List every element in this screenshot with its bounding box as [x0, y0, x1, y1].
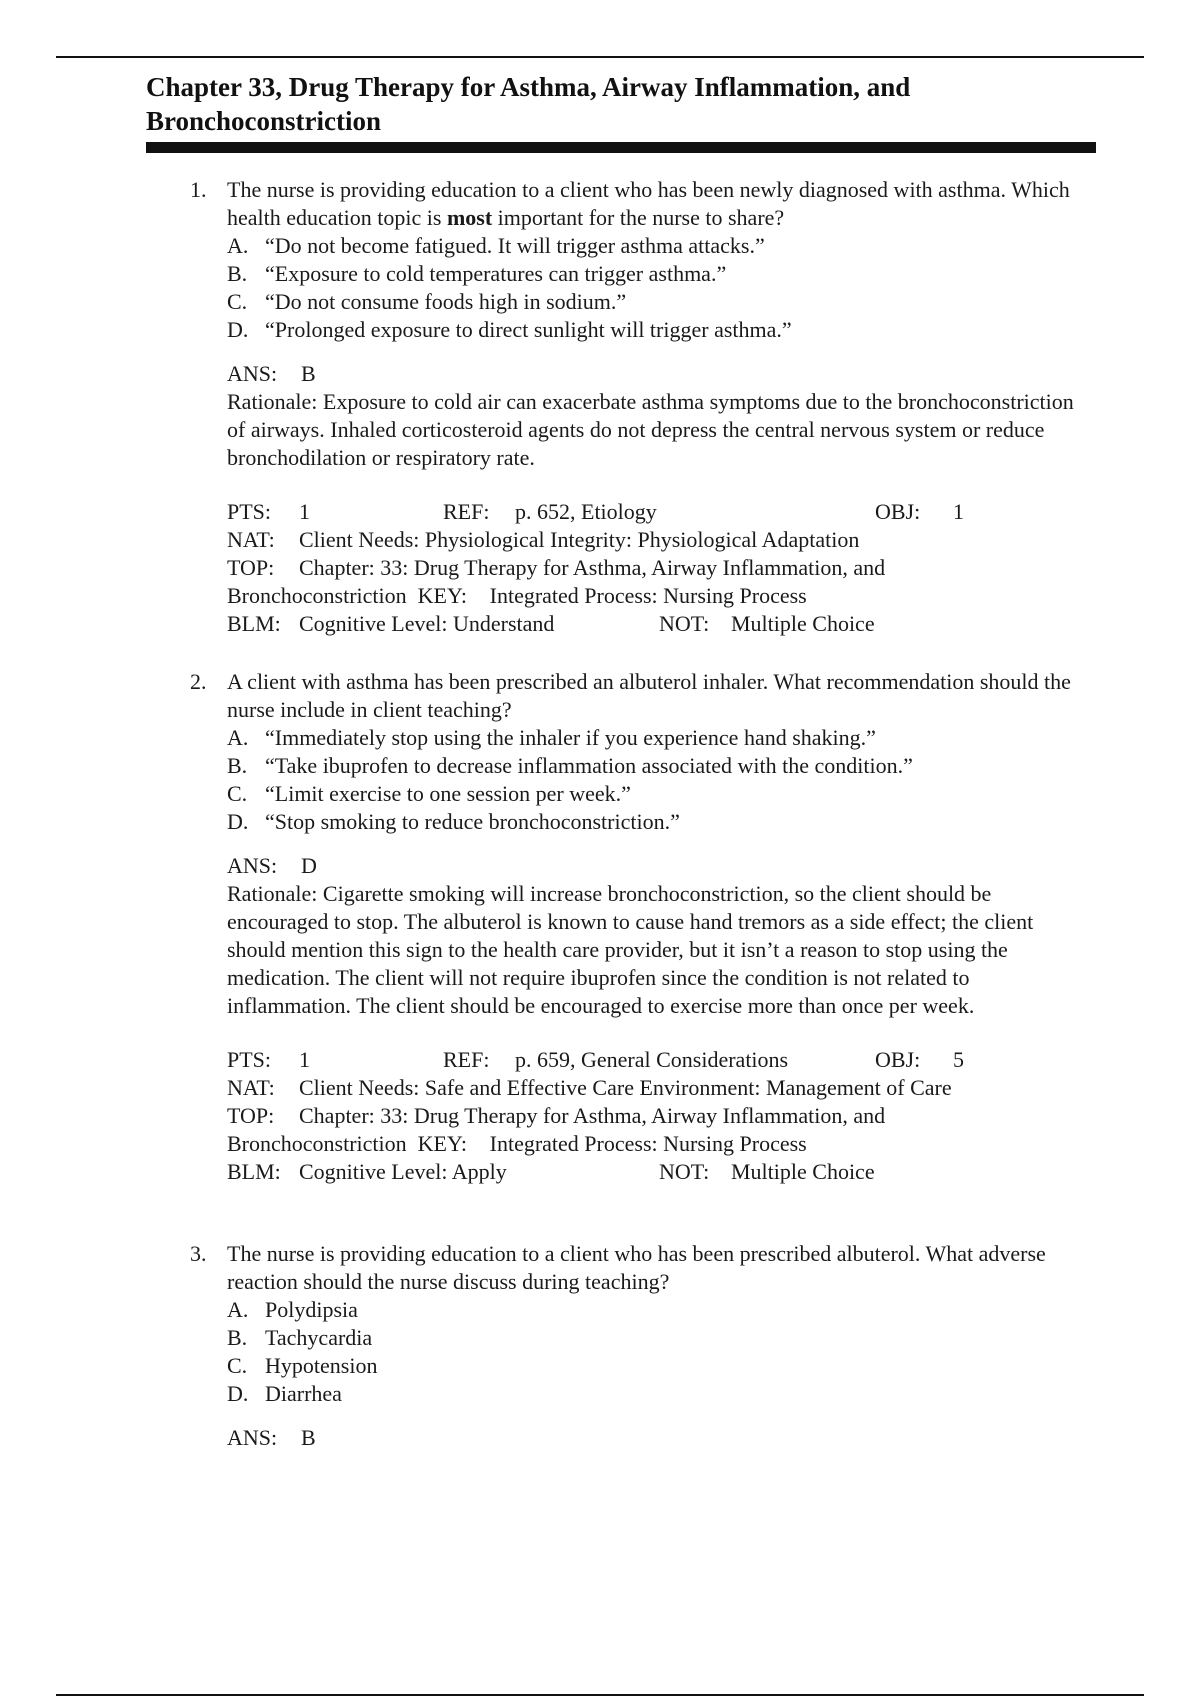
question-metadata — [227, 498, 1090, 638]
blm-label: BLM: — [227, 1159, 281, 1184]
option-text: Tachycardia — [265, 1325, 373, 1350]
top-value: Chapter: 33: Drug Therapy for Asthma, Airway Inflammation, and — [299, 1103, 886, 1128]
top-value-continued: Bronchoconstriction — [227, 1131, 407, 1156]
top-line — [227, 1102, 1090, 1130]
nat-line — [227, 1074, 1090, 1102]
option-b — [227, 1324, 1090, 1352]
option-text: “Prolonged exposure to direct sunlight will trigger asthma.” — [265, 317, 792, 342]
reference-value: p. 652, Etiology — [515, 499, 657, 524]
not-label: NOT: — [659, 611, 710, 636]
bottom-rule — [56, 1694, 1144, 1696]
option-text: Diarrhea — [265, 1381, 342, 1406]
top-key-line — [227, 582, 1090, 610]
top-value-continued: Bronchoconstriction — [227, 583, 407, 608]
option-a — [227, 1296, 1090, 1324]
answer-line — [227, 1424, 1090, 1452]
top-key-line — [227, 1130, 1090, 1158]
option-text: “Immediately stop using the inhaler if you experience hand shaking.” — [265, 725, 876, 750]
blm-value: Cognitive Level: Understand — [299, 611, 555, 636]
reference-label: REF: — [443, 1047, 490, 1072]
option-letter: B. — [227, 753, 248, 778]
option-c — [227, 288, 1090, 316]
question-stem: The nurse is providing education to a client who has been prescribed albuterol. What adverse reaction should the nurse discuss during teaching? — [227, 1241, 1046, 1294]
question-2 — [190, 668, 1090, 1186]
option-text: “Do not consume foods high in sodium.” — [265, 289, 627, 314]
points-label: PTS: — [227, 1047, 272, 1072]
question-stem: A client with asthma has been prescribed an albuterol inhaler. What recommendation should the nurse include in client teaching? — [227, 669, 1071, 722]
option-letter: C. — [227, 289, 248, 314]
objective — [875, 1046, 964, 1074]
stem-text: The nurse is providing education to a client who has been newly diagnosed with asthma. Which health education topic is — [227, 177, 1070, 230]
option-text: “Limit exercise to one session per week.” — [265, 781, 631, 806]
reference-label: REF: — [443, 499, 490, 524]
stem-emphasis: most — [446, 205, 493, 230]
option-c — [227, 780, 1090, 808]
objective-value: 1 — [953, 499, 964, 524]
option-text: “Stop smoking to reduce bronchoconstriction.” — [265, 809, 680, 834]
objective-value: 5 — [953, 1047, 964, 1072]
rationale: Rationale: Exposure to cold air can exacerbate asthma symptoms due to the bronchoconstriction of airways. Inhaled corticosteroid agents do not depress the central nervous system or reduce bronchodilation or respiratory rate. — [227, 389, 1074, 470]
key-value: Integrated Process: Nursing Process — [489, 1131, 807, 1156]
points — [227, 1046, 443, 1074]
top-rule — [56, 56, 1144, 58]
not-label: NOT: — [659, 1159, 710, 1184]
answer-options — [227, 724, 1090, 836]
option-text: “Do not become fatigued. It will trigger asthma attacks.” — [265, 233, 765, 258]
option-text: Hypotension — [265, 1353, 378, 1378]
option-text: “Take ibuprofen to decrease inflammation associated with the condition.” — [265, 753, 913, 778]
answer-label: ANS: — [227, 853, 278, 878]
points — [227, 498, 443, 526]
not-value: Multiple Choice — [731, 1159, 875, 1184]
key-label: KEY: — [417, 583, 467, 608]
points-value: 1 — [299, 499, 310, 524]
key-value: Integrated Process: Nursing Process — [489, 583, 807, 608]
points-label: PTS: — [227, 499, 272, 524]
key-label: KEY: — [417, 1131, 467, 1156]
option-b — [227, 260, 1090, 288]
question-number: 3. — [190, 1241, 207, 1266]
blm-line — [227, 1158, 1090, 1186]
not-value: Multiple Choice — [731, 611, 875, 636]
reference — [443, 1046, 875, 1074]
answer-line — [227, 852, 1090, 880]
option-a — [227, 232, 1090, 260]
option-c — [227, 1352, 1090, 1380]
objective-label: OBJ: — [875, 1047, 921, 1072]
blm-label: BLM: — [227, 611, 281, 636]
option-letter: A. — [227, 725, 249, 750]
option-letter: D. — [227, 317, 249, 342]
option-letter: D. — [227, 1381, 249, 1406]
points-value: 1 — [299, 1047, 310, 1072]
answer-value: B — [301, 1425, 316, 1450]
answer-value: B — [301, 361, 316, 386]
top-line — [227, 554, 1090, 582]
answer-line — [227, 360, 1090, 388]
nat-value: Client Needs: Physiological Integrity: Physiological Adaptation — [299, 527, 860, 552]
nat-value: Client Needs: Safe and Effective Care Environment: Management of Care — [299, 1075, 952, 1100]
option-letter: A. — [227, 233, 249, 258]
top-label: TOP: — [227, 1103, 275, 1128]
objective — [875, 498, 964, 526]
option-letter: C. — [227, 1353, 248, 1378]
option-letter: B. — [227, 261, 248, 286]
question-stem — [227, 176, 1090, 232]
answer-value: D — [301, 853, 317, 878]
blm-line — [227, 610, 1090, 638]
reference-value: p. 659, General Considerations — [515, 1047, 789, 1072]
option-text: Polydipsia — [265, 1297, 358, 1322]
stem-text-end: important for the nurse to share? — [492, 205, 785, 230]
top-value: Chapter: 33: Drug Therapy for Asthma, Airway Inflammation, and — [299, 555, 886, 580]
reference — [443, 498, 875, 526]
option-b — [227, 752, 1090, 780]
option-letter: C. — [227, 781, 248, 806]
answer-label: ANS: — [227, 361, 278, 386]
question-1 — [190, 176, 1090, 638]
option-d — [227, 1380, 1090, 1408]
answer-options — [227, 232, 1090, 344]
blm-value: Cognitive Level: Apply — [299, 1159, 507, 1184]
question-number: 1. — [190, 177, 207, 202]
rationale: Rationale: Cigarette smoking will increase bronchoconstriction, so the client should be encouraged to stop. The albuterol is known to cause hand tremors as a side effect; the client should mention this sign to the health care provider, but it isn’t a reason to stop using the medication. The client will not require ibuprofen since the condition is not related to inflammation. The client should be encouraged to exercise more than once per week. — [227, 881, 1034, 1018]
option-letter: D. — [227, 809, 249, 834]
option-letter: A. — [227, 1297, 249, 1322]
nat-label: NAT: — [227, 527, 275, 552]
objective-label: OBJ: — [875, 499, 921, 524]
answer-label: ANS: — [227, 1425, 278, 1450]
top-label: TOP: — [227, 555, 275, 580]
option-text: “Exposure to cold temperatures can trigger asthma.” — [265, 261, 727, 286]
page-title: Chapter 33, Drug Therapy for Asthma, Airway Inflammation, and Bronchoconstriction — [146, 72, 911, 136]
question-number: 2. — [190, 669, 207, 694]
nat-label: NAT: — [227, 1075, 275, 1100]
title-block — [146, 70, 1096, 153]
answer-options — [227, 1296, 1090, 1408]
option-d — [227, 808, 1090, 836]
nat-line — [227, 526, 1090, 554]
option-a — [227, 724, 1090, 752]
question-metadata — [227, 1046, 1090, 1186]
option-d — [227, 316, 1090, 344]
question-3 — [190, 1240, 1090, 1452]
option-letter: B. — [227, 1325, 248, 1350]
title-underline-bar — [146, 142, 1096, 153]
